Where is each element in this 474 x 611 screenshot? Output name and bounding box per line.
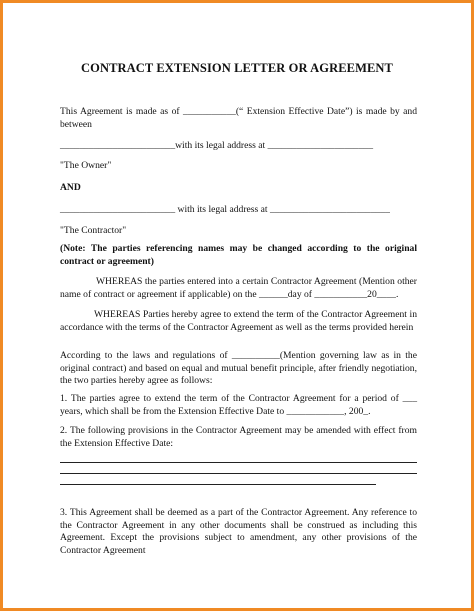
document-title: CONTRACT EXTENSION LETTER OR AGREEMENT	[81, 61, 393, 75]
clause-1: 1. The parties agree to extend the term of the Contractor Agreement for a period of ___ years, which shall be from the Extension Effective Date to ____________, 200_.	[60, 393, 417, 417]
intro-paragraph: This Agreement is made as of ___________(“ Extension Effective Date”) is made by and between	[60, 106, 417, 130]
document-page	[3, 3, 471, 608]
owner-label: "The Owner"	[60, 160, 112, 171]
clause-3: 3. This Agreement shall be deemed as a part of the Contractor Agreement. Any reference to the Contractor Agreement in any other documents shall be construed as including this Agreement. Except the provisions subject to amendment, any other provisions of the Contractor Agreement	[60, 507, 417, 556]
contractor-address-line: ________________________ with its legal address at _________________________	[60, 204, 390, 215]
clause-2: 2. The following provisions in the Contractor Agreement may be amended with effect from the Extension Effective Date:	[60, 425, 417, 449]
whereas-paragraph-1: WHEREAS the parties entered into a certain Contractor Agreement (Mention other name of contract or agreement if applicable) on the ______day of ___________20____.	[60, 276, 417, 300]
whereas-paragraph-2: WHEREAS Parties hereby agree to extend the term of the Contractor Agreement in accordance with the terms of the Contractor Agreement as well as the terms provided herein	[60, 309, 417, 333]
owner-address-line: ________________________with its legal address at ______________________	[60, 140, 374, 151]
blank-line-3	[60, 484, 376, 485]
note-paragraph: (Note: The parties referencing names may be changed according to the original contract or agreement)	[60, 243, 417, 267]
and-label: AND	[60, 182, 81, 193]
blank-line-2	[60, 473, 417, 474]
blank-line-1	[60, 462, 417, 463]
contractor-label: "The Contractor"	[60, 225, 127, 236]
governing-law-paragraph: According to the laws and regulations of __________(Mention governing law as in the original contract) and based on equal and mutual benefit principle, after friendly negotiation, the two parties hereby agree as follows:	[60, 350, 417, 386]
